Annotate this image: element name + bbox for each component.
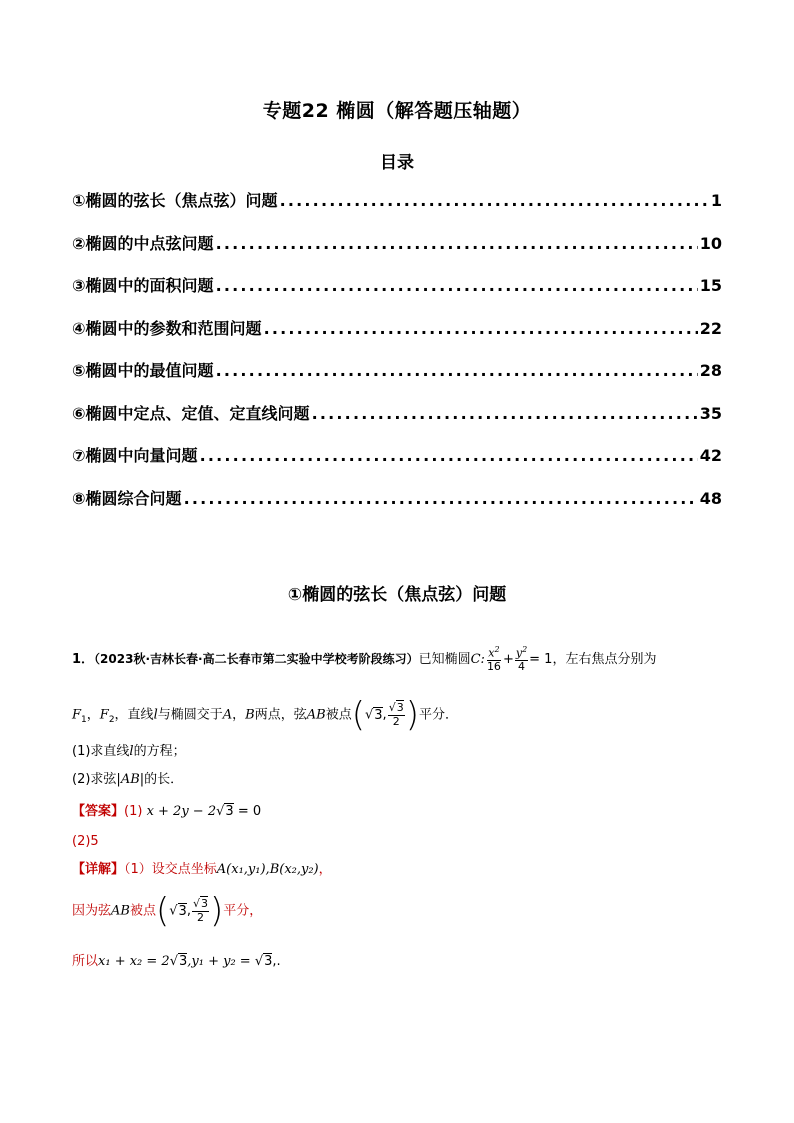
toc-entry-page: 10: [699, 233, 722, 253]
answer-line-2: [72, 832, 99, 852]
toc-entry-label: ⑤椭圆中的最值问题: [72, 361, 214, 380]
answer-part-label: (1): [124, 804, 147, 819]
detail-tag: 【详解】: [72, 862, 125, 877]
detail-expression: x₁ + x₂ = 2: [98, 954, 170, 969]
question-intro: 已知椭圆: [418, 651, 471, 667]
math-subscript: 1: [81, 715, 87, 726]
point-a: A: [222, 707, 233, 723]
open-paren: (: [351, 695, 365, 735]
math-plus: +: [502, 651, 514, 667]
document-title: 专题22 椭圆（解答题压轴题）: [262, 100, 532, 122]
part-text: 的方程；: [133, 744, 186, 759]
detail-line-2: [72, 891, 263, 931]
ellipse-name: C: [470, 651, 481, 667]
fraction-denominator: 16: [486, 659, 501, 673]
sqrt-symbol: √: [254, 954, 264, 969]
toc-entry-label: ⑧椭圆综合问题: [72, 488, 182, 508]
punctuation: ，: [86, 707, 100, 723]
toc-entry-page: 15: [699, 276, 722, 295]
toc-leader-dots: [280, 191, 709, 210]
answer-part-2: (2)5: [72, 834, 99, 849]
point-b: B: [245, 707, 255, 723]
fraction-denominator: 2: [392, 714, 400, 728]
toc-heading: 目录: [380, 153, 414, 173]
close-paren: ): [405, 695, 419, 735]
math-y: y: [515, 646, 523, 660]
math-exponent: 2: [522, 645, 528, 654]
question-part-2: [72, 770, 183, 790]
question-line-2: [72, 695, 458, 735]
table-of-contents: [72, 188, 722, 528]
toc-entry-6[interactable]: [72, 401, 722, 444]
toc-entry-label: ⑥椭圆中定点、定值、定直线问题: [72, 403, 310, 423]
detail-expression: A(x₁,y₁),B(x₂,y₂): [216, 862, 319, 877]
toc-entry-3[interactable]: [72, 273, 722, 316]
toc-leader-dots: [264, 319, 698, 338]
toc-entry-2[interactable]: [72, 231, 722, 274]
math-x: x: [488, 646, 495, 660]
toc-entry-label: ②椭圆的中点弦问题: [72, 233, 214, 253]
fraction-denominator: 2: [196, 910, 204, 924]
question-number: 1．: [72, 651, 95, 667]
sqrt-symbol: √: [364, 707, 374, 723]
toc-entry-page: 1: [710, 191, 722, 210]
math-exponent: 2: [494, 645, 500, 654]
math-colon: :: [480, 651, 485, 667]
fraction-y: [515, 646, 528, 673]
sqrt-symbol: √: [388, 701, 396, 715]
question-source: （2023秋·吉林长春·高二长春市第二实验中学校考阶段练习）: [94, 651, 419, 666]
line-l: l: [129, 744, 134, 759]
part-text: 的长．: [144, 772, 184, 787]
question-text: 与椭圆交于: [157, 707, 223, 723]
answer-expression: x + 2y − 2: [146, 804, 217, 819]
toc-leader-dots: [216, 234, 698, 253]
focus-f2: F: [99, 707, 109, 723]
detail-text: 平分，: [223, 903, 263, 919]
question-text: 被点: [325, 707, 352, 723]
sqrt-radicand: 3: [396, 701, 404, 715]
toc-leader-dots: [312, 404, 698, 423]
sqrt-radicand: 3: [178, 954, 188, 969]
part-text: (1)求直线: [72, 744, 130, 759]
toc-entry-5[interactable]: [72, 358, 722, 401]
toc-entry-8[interactable]: [72, 486, 722, 529]
math-subscript: 2: [108, 715, 115, 726]
line-l: l: [153, 707, 158, 723]
fraction-point-y: [388, 702, 405, 727]
toc-entry-page: 42: [699, 446, 722, 465]
question-text: ，左右焦点分别为: [552, 651, 657, 667]
detail-text: 被点: [129, 903, 156, 919]
answer-tag: 【答案】: [72, 804, 125, 819]
toc-entry-page: 28: [699, 361, 722, 380]
detail-line-1: [72, 860, 332, 880]
toc-entry-label: ①椭圆的弦长（焦点弦）问题: [72, 191, 278, 210]
toc-entry-label: ⑦椭圆中向量问题: [72, 446, 198, 465]
sqrt-radicand: 3: [178, 903, 187, 919]
chord-ab: AB: [120, 772, 140, 787]
close-paren: ): [209, 891, 224, 931]
sqrt-radicand: 3: [200, 897, 208, 911]
detail-text: 所以: [72, 954, 99, 969]
toc-entry-1[interactable]: [72, 188, 722, 231]
detail-expression: ,y₁ + y₂ =: [187, 954, 255, 969]
answer-expression: = 0: [233, 804, 262, 819]
toc-leader-dots: [200, 446, 698, 465]
chord-ab: AB: [111, 903, 130, 919]
question-part-1: [72, 742, 186, 762]
toc-entry-4[interactable]: [72, 316, 722, 359]
question-line-1: [72, 646, 656, 673]
focus-f1: F: [72, 707, 82, 723]
sqrt-radicand: 3: [225, 804, 234, 819]
detail-text: 因为弦: [72, 903, 112, 919]
math-comma: ,: [186, 903, 191, 919]
chord-ab: AB: [306, 707, 326, 723]
detail-text: ，: [318, 862, 332, 877]
abs-bar: |: [139, 772, 145, 787]
toc-entry-page: 35: [699, 403, 722, 423]
toc-leader-dots: [216, 361, 698, 380]
detail-expression: ,.: [272, 954, 281, 969]
fraction-denominator: 4: [518, 659, 525, 673]
sqrt-symbol: √: [192, 897, 200, 911]
sqrt-symbol: √: [216, 804, 225, 819]
sqrt-symbol: √: [169, 954, 178, 969]
math-equals-one: = 1: [529, 651, 553, 667]
toc-entry-page: 22: [699, 318, 722, 338]
fraction-point-y: [192, 898, 209, 923]
sqrt-symbol: √: [169, 903, 178, 919]
sqrt-radicand: 3: [264, 954, 273, 969]
answer-line-1: [72, 802, 261, 822]
fraction-x: [486, 646, 502, 673]
question-text: 平分．: [418, 707, 458, 723]
toc-entry-page: 48: [699, 488, 722, 508]
abs-bar: |: [116, 772, 121, 787]
toc-leader-dots: [184, 489, 698, 508]
detail-text: （1）设交点坐标: [124, 862, 217, 877]
section-title: ①椭圆的弦长（焦点弦）问题: [287, 585, 507, 605]
toc-entry-7[interactable]: [72, 443, 722, 486]
toc-leader-dots: [216, 276, 698, 295]
punctuation: ，: [232, 707, 246, 723]
open-paren: (: [155, 891, 170, 931]
question-text: ，直线: [114, 707, 154, 723]
sqrt-radicand: 3: [374, 707, 383, 723]
toc-entry-label: ④椭圆中的参数和范围问题: [72, 318, 262, 338]
question-text: 两点，弦: [254, 707, 307, 723]
detail-line-3: [72, 952, 281, 972]
toc-entry-label: ③椭圆中的面积问题: [72, 276, 214, 295]
part-text: (2)求弦: [72, 772, 117, 787]
math-comma: ,: [382, 707, 387, 723]
